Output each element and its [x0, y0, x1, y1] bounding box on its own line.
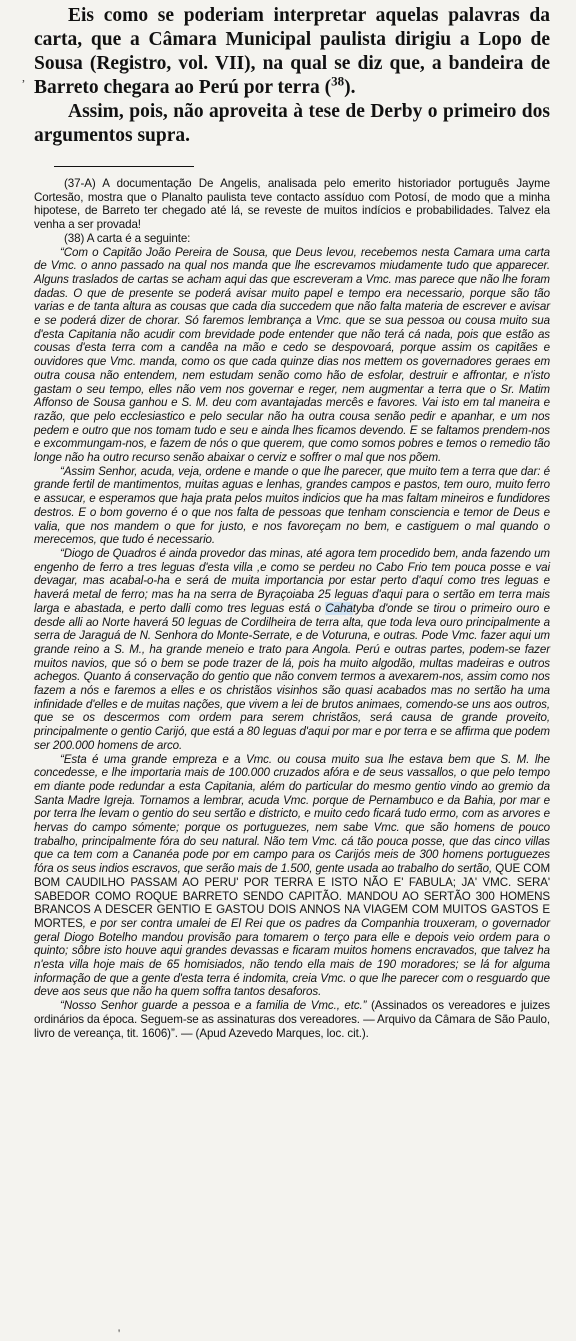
- letter-paragraph-4-start: “Esta é uma grande empreza e a Vmc. ou cousa muito sua lhe estava bem que S. M. lhe concedesse, e lhe importaria mais de 100.000 cruzados afóra e de seus vassallos, o que pelo tempo em diante pode redundar a esta Capitania, além do particular do mesmo gentio vindo ao gremio da Santa Madre Igreja. Tornamos a lembrar, acuda Vmc. porque de Pernambuco e da Bahia, por mar e por terra lhe levam o gentio do seu sertão e districto, e muito cedo ficará tudo ermo, com as arvores e hervas do campo sómente; porque os portuguezes, nem sabe Vmc. que são homens de pouco trabalho, principalmente fóra do seu natural. Não tem Vmc. cá tão pouca posse, que das cinco villas que ca tem com a Cananéa pode por em campo para os Carijós meis de 300 homens portuguezes fóra os seus indios escravos, que serão mais de 1.500, gente usada ao trabalho do sertão,: [34, 752, 550, 876]
- paragraph-conclusion: Assim, pois, não aproveita à tese de Derby o primeiro dos argumentos supra.: [34, 101, 550, 146]
- letter-closing: [34, 999, 550, 1040]
- bottom-mark: ': [118, 1326, 121, 1340]
- paragraph-interpretation-end: ).: [344, 77, 356, 98]
- footnotes: [34, 177, 550, 1040]
- margin-mark: ,: [22, 70, 25, 84]
- letter-paragraph-1: “Com o Capitão João Pereira de Sousa, que Deus levou, recebemos nesta Camara uma carta de Vmc. o anno passado na qual nos manda que lhe escrevamos miudamente tudo que apparecer. Alguns traslados de cartas se acham aqui das que escreveram a Vmc. mas parece que não lhe foram dadas. O que de presente se poderá avisar muito papel e tempo era necessario, porque são tão varias e de tanta altura as cousas que cada dia succedem que não falta materia de escrever e avisar e se poderá dizer de chorar. Só faremos lembrança a Vmc. que se sua pessoa ou cousa muito sua d'esta Capitania não acudir com brevidade pode entender que não terá cá nada, pois que estão as cousas d'esta terra com a candêa na mão e cedo se despovoará, porque assim os capitães e ouvidores que Vmc. manda, como os que cada quinze dias nos mettem os governadores geraes em outra cousa não entendem, nem estudam senão como hão de esfolar, destruir e affrontar, e n'isto gastam o seu tempo, elles não vem nos governar e reger, nem augmentar a terra que o Sr. Matim Affonso de Sousa ganhou e S. M. deu com avantajadas mercês e favores. Vai isto em tal maneira e razão, que pelo ecclesiastico e pelo secular não ha outra cousa senão pedir e apanhar, e um nos pedem e outro que nos tomam tudo e seu e ainda lhes ficamos devendo. E se faltamos prendem-nos e excommungam-nos, e fazem de nós o que querem, que como somos pobres e temos o remedio tão longe não ha outro recurso senão abaixar o cerviz e soffrer o mal que nos põem.: [34, 245, 550, 465]
- paragraph-interpretation: [34, 4, 550, 100]
- letter-paragraph-3-end: tyba d'onde se tirou o primeiro ouro e desde alli ao Norte haverá 50 leguas de Cordilheira de terra alta, que toda leva ouro principalmente a serra de Jaraguá de N. Senhora do Monte-Serrate, e de Voturuna, e outras. Pode Vmc. fazer aqui um grande reino a S. M., ha grande meneio e trato para Angola. Perú e outras partes, podem-se fazer muitos navios, que só o bem se pode trazer de lá, pois ha muito algodão, multas madeiras e outros achegos. Quanto á conservação do gentio que não convem termos a avexarem-nos, assim como nos fazem a nós e faremos a elles e os christãos visinhos são quasi acabados mas no sertão ha uma infinidade d'elles e de muitas nações, que vivem a lei de brutos animaes, comendo-se uns aos outros, que se os descermos com ordem para serem christãos, será causa de grande proveito, principalmente o gentio Carijó, que está a 80 leguas d'aqui por mar e por terra e se affirma que podem ser 200.000 homens de arco.: [34, 601, 551, 752]
- letter-paragraph-2: “Assim Senhor, acuda, veja, ordene e mande o que lhe parecer, que muito tem a terra que dar: é grande fertil de mantimentos, muitas aguas e lenhas, grandes campos e pastos, tem ouro, muito ferro e assucar, e esperamos que haja prata pelos muitos indicios que ha mas faltam mineiros e fundidores destros. E o bom governo é o que nos falta de pessoas que tenham consciencia e temor de Deus e valia, que nos mandem o que for justo, e nos favoreçam no bem, e castiguem o mal quando o merecemos, que tudo é necessario.: [34, 464, 550, 547]
- footnote-divider: [54, 166, 194, 167]
- paragraph-interpretation-first-line: Eis como se poderiam interpretar aquelas palavras: [68, 5, 520, 26]
- paragraph-interpretation-rest: da carta, que a Câmara Municipal paulista dirigiu a Lopo de Sousa (Registro, vol. VII), na qual se diz que, a bandeira de Barreto chegara ao Perú por terra (: [34, 5, 550, 98]
- footnote-38-intro: (38) A carta é a seguinte:: [64, 231, 191, 245]
- main-text: [34, 4, 550, 148]
- letter-paragraph-3-start: “Diogo de Quadros é ainda provedor das minas, até agora tem procedido bem, anda fazendo um engenho de ferro a tres leguas d'esta villa ,e como se perdeu no Cabo Frio tem pouca posse e vai devagar, mas acabal-o-ha e será de muita importancia por estar perto d'aquí como tres leguas e haverá metal de ferro; mas ha na serra de Byraçoiaba 25 leguas d'aqui para o sertão em terra mais larga e abastada, e perto dalli como tres leguas está o: [34, 546, 550, 615]
- letter-paragraph-4: [34, 753, 550, 1000]
- letter-closing-greeting: “Nosso Senhor guarde a pessoa e a familia de Vmc., etc.”: [60, 999, 367, 1013]
- letter-paragraph-3: [34, 547, 550, 753]
- letter-paragraph-4-capitals: QUE COM BOM CAUDILHO PASSAM AO PERU' POR TERRA E ISTO NÃO E' FABULA; JA' VMC. SERA' SABEDOR COMO ROQUE BARRETO SENDO CAPITÃO. MANDOU AO SERTÃO 300 HOMENS BRANCOS A DESCER GENTIO E GASTOU DOIS ANNOS NA VIAGEM COM MUITOS GASTOS E MORTES: [34, 862, 551, 930]
- letter-source-citation: (Assinados os vereadores e juizes ordinários da época. Seguem-se as assinaturas dos vereadores. — Arquivo da Câmara de São Paulo, livro de vereança, tit. 1606)”. — (Apud Azevedo Marques, loc. cit.).: [34, 999, 550, 1040]
- highlighted-word: Caha: [325, 601, 353, 615]
- footnote-37a: (37-A) A documentação De Angelis, analisada pelo emerito historiador português Jayme Cortesão, mostra que o Planalto paulista teve contacto assíduo com Potosí, de modo que a minha hipotese, de Barreto ter chegado até lá, se reveste de muitos indícios e probabilidades. Talvez ela venha a ser provada!: [34, 177, 550, 232]
- footnote-ref-38: 38: [331, 73, 345, 89]
- letter-paragraph-4-end: , e por ser contra umalei de El Rei que os padres da Companhia trouxeram, o governador geral Diogo Botelho mandou provisão para tomarem o terço para elle e depois veio ordem para o quinto; sôbre isto houve aqui grandes devassas e ficaram muitos homens encravados, que talvez ha n'esta villa hoje mais de 65 homisiados, não tendo ella mais de 190 moradores; se lá for alguma informação de que a gente d'esta terra é indomita, creia Vmc. o que lhe parecer com o resguardo que deve aos seus que não ha quem soffra tantos desaforos.: [34, 916, 550, 999]
